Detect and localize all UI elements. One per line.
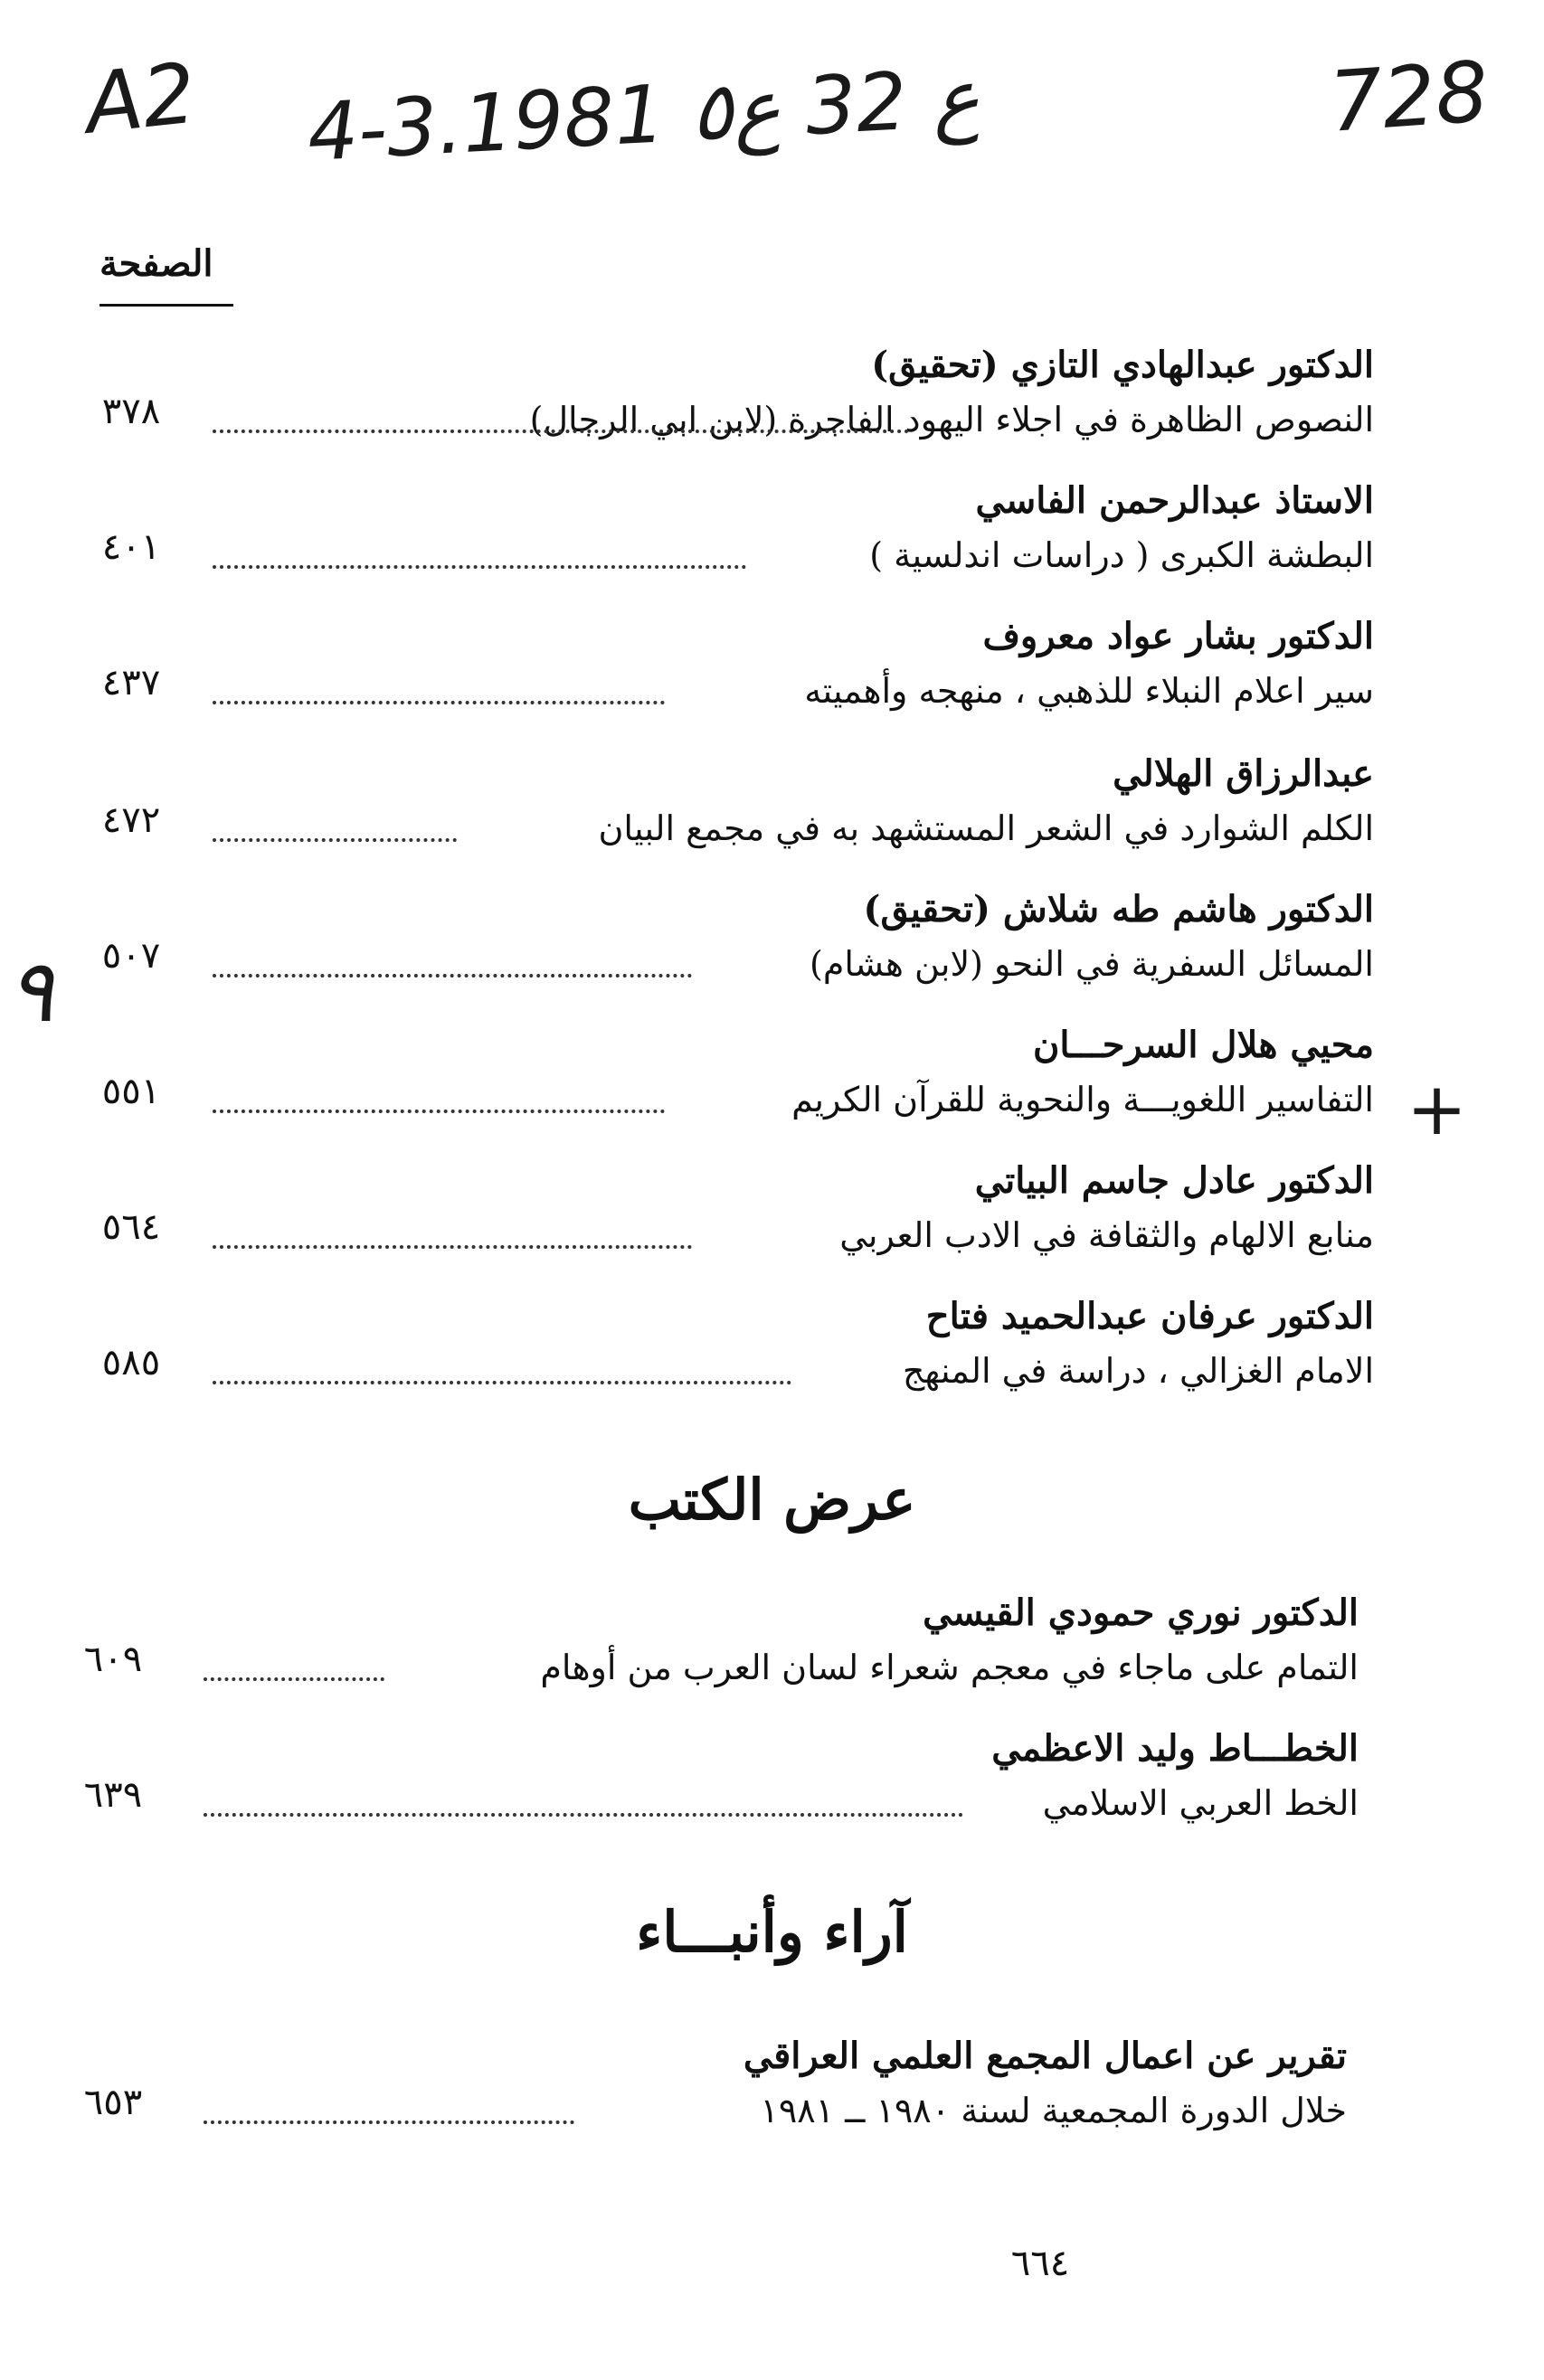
entry-title: التفاسير اللغويـــة والنحوية للقرآن الكريم bbox=[791, 1080, 1374, 1119]
dot-leader bbox=[213, 562, 746, 569]
toc-entry bbox=[0, 1159, 1544, 1286]
entry-author: الدكتور عرفان عبدالحميد فتاح bbox=[925, 1295, 1374, 1337]
entry-author: الدكتور عادل جاسم البياتي bbox=[974, 1159, 1374, 1202]
dot-leader bbox=[213, 971, 692, 978]
dot-leader bbox=[213, 1242, 692, 1249]
entry-title: الكلم الشوارد في الشعر المستشهد به في مجمع البيان bbox=[598, 808, 1374, 848]
entry-author: الاستاذ عبدالرحمن الفاسي bbox=[975, 479, 1374, 522]
entry-title: منابع الالهام والثقافة في الادب العربي bbox=[839, 1215, 1374, 1255]
entry-author: الدكتور هاشم طه شلاش (تحقيق) bbox=[863, 888, 1374, 930]
entry-page-number: ٤٧٢ bbox=[101, 799, 161, 841]
toc-entry bbox=[0, 2035, 1544, 2161]
entry-author: الخطـــاط وليد الاعظمي bbox=[991, 1727, 1359, 1770]
toc-entry bbox=[0, 615, 1544, 741]
dot-leader bbox=[213, 427, 909, 433]
dot-leader bbox=[204, 2118, 574, 2124]
entry-author: الدكتور عبدالهادي التازي (تحقيق) bbox=[871, 344, 1374, 386]
entry-page-number: ٤٣٧ bbox=[101, 662, 161, 704]
toc-entry bbox=[0, 1024, 1544, 1150]
footer-page-number: ٦٦٤ bbox=[1010, 2243, 1070, 2284]
toc-entry bbox=[0, 1591, 1544, 1718]
toc-entry bbox=[0, 888, 1544, 1015]
dot-leader bbox=[204, 1675, 384, 1681]
entry-title: خلال الدورة المجمعية لسنة ١٩٨٠ ــ ١٩٨١ bbox=[760, 2091, 1347, 2130]
handwritten-margin-mark-plus: + bbox=[1407, 1067, 1468, 1151]
entry-page-number: ٥٥١ bbox=[101, 1071, 161, 1112]
toc-entry bbox=[0, 1295, 1544, 1421]
entry-author: محيي هلال السرحـــان bbox=[1032, 1024, 1374, 1066]
dot-leader bbox=[213, 1378, 791, 1384]
entry-page-number: ٤٠١ bbox=[101, 526, 161, 568]
section-heading-opinions-news: آراء وأنبـــاء bbox=[636, 1899, 908, 1965]
dot-leader bbox=[213, 1107, 665, 1113]
entry-page-number: ٦٠٩ bbox=[83, 1639, 143, 1680]
section-heading-book-reviews: عرض الكتب bbox=[628, 1467, 916, 1533]
entry-title: المسائل السفرية في النحو (لابن هشام) bbox=[810, 944, 1374, 984]
entry-author: عبدالرزاق الهلالي bbox=[1113, 752, 1374, 795]
toc-entry bbox=[0, 344, 1544, 470]
entry-title: التمام على ماجاء في معجم شعراء لسان العرب من أوهام bbox=[540, 1648, 1359, 1687]
entry-title: البطشة الكبرى ( دراسات اندلسية ) bbox=[869, 535, 1374, 575]
entry-page-number: ٥٦٤ bbox=[101, 1206, 161, 1248]
handwritten-margin-mark: ٩ bbox=[7, 940, 54, 1042]
entry-page-number: ٦٥٣ bbox=[83, 2082, 143, 2123]
handwritten-code-mid: 4-3.ع 32 ع٥ 1981 bbox=[305, 51, 982, 179]
entry-page-number: ٦٣٩ bbox=[83, 1774, 143, 1816]
entry-author: تقرير عن اعمال المجمع العلمي العراقي bbox=[743, 2035, 1347, 2077]
page-column-underline bbox=[99, 304, 233, 307]
toc-entry bbox=[0, 479, 1544, 606]
entry-page-number: ٥٠٧ bbox=[101, 935, 161, 977]
dot-leader bbox=[213, 698, 665, 704]
entry-author: الدكتور بشار عواد معروف bbox=[982, 615, 1374, 657]
entry-title: الامام الغزالي ، دراسة في المنهج bbox=[902, 1351, 1374, 1391]
entry-page-number: ٣٧٨ bbox=[101, 391, 161, 432]
entry-page-number: ٥٨٥ bbox=[101, 1342, 161, 1384]
entry-title: الخط العربي الاسلامي bbox=[1042, 1783, 1359, 1823]
toc-entry bbox=[0, 752, 1544, 879]
dot-leader bbox=[204, 1810, 963, 1817]
entry-title: سير اعلام النبلاء للذهبي ، منهجه وأهميته bbox=[804, 671, 1374, 711]
toc-entry bbox=[0, 1727, 1544, 1854]
page-column-label: الصفحة bbox=[99, 242, 213, 285]
handwritten-code-left: A2 bbox=[81, 44, 201, 153]
handwritten-code-right: 728 bbox=[1326, 42, 1492, 151]
dot-leader bbox=[213, 836, 457, 842]
entry-title: النصوص الظاهرة في اجلاء اليهود الفاجرة (لابن ابي الرجال) bbox=[529, 400, 1374, 439]
entry-author: الدكتور نوري حمودي القيسي bbox=[923, 1591, 1359, 1634]
